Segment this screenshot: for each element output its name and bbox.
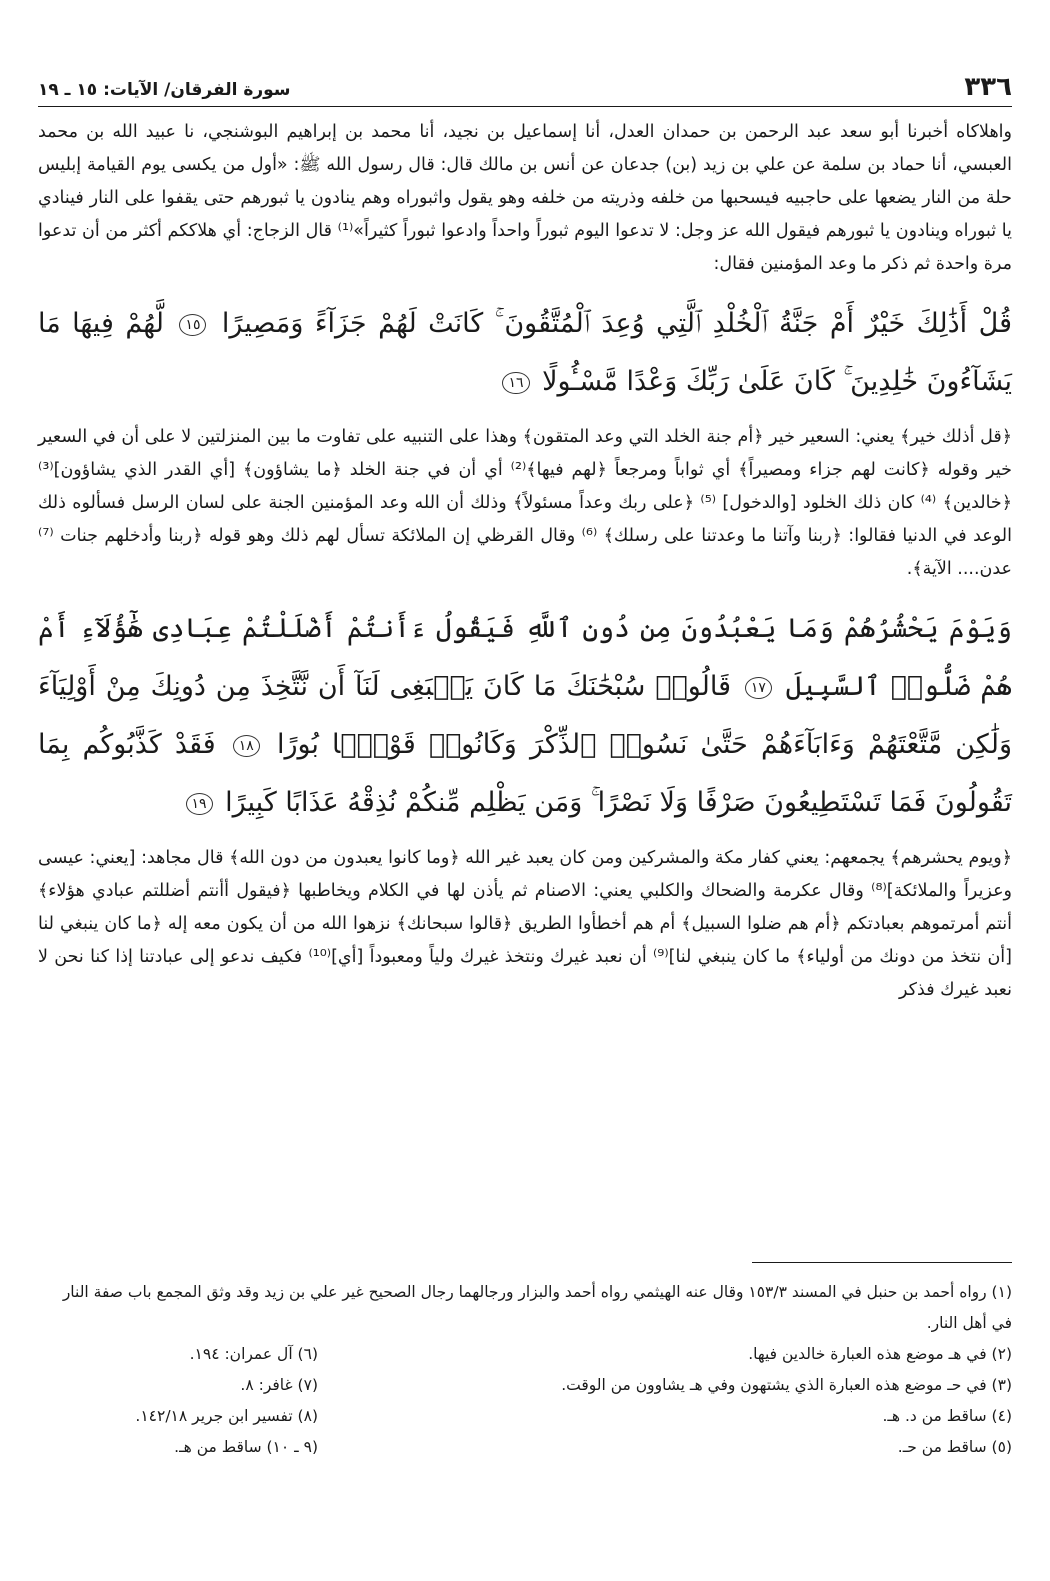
- footnote-6: (٦) آل عمران: ١٩٤.: [189, 1345, 318, 1363]
- quran-verse-17: وَيَوْمَ يَحْشُرُهُمْ وَمَا يَعْبُدُونَ مِن دُونِ ٱللَّهِ فَيَقُولُ ءَأَنتُمْ أَضْلَلْتُمْ عِبَادِى هَٰٓؤُلَآءِ أَمْ هُمْ ضَلُّوا۟ ٱلسَّبِيلَ: [38, 613, 1012, 702]
- ayah-marker-16: ١٦: [502, 372, 529, 394]
- quran-block-2: [38, 600, 1012, 832]
- paragraph-3: ﴿ويوم يحشرهم﴾ يجمعهم: يعني كفار مكة والمشركين ومن كان يعبد غير الله ﴿وما كانوا يعبدون من دون الله﴾ قال مجاهد: [يعني: عيسى وعزيراً والملائكة]⁽⁸⁾ وقال عكرمة والضحاك والكلبي يعني: الاصنام ثم يأذن لها في الكلام ويخاطبها ﴿فيقول أأنتم أضللتم عبادي هؤلاء﴾ أنتم أمرتموهم بعبادتكم ﴿أم هم ضلوا السبيل﴾ أم هم أخطأوا الطريق ﴿قالوا سبحانك﴾ نزهوا الله من أن يكون معه إله ﴿ما كان ينبغي لنا [أن نتخذ من دونك من أولياء﴾ ما كان ينبغي لنا]⁽⁹⁾ أن نعبد غيرك ونتخذ غيرك ولياً ومعبوداً [أي]⁽¹⁰⁾ فكيف ندعو إلى عبادتنا إذا كنا نحن لا نعبد غيرك فذكر: [38, 848, 1012, 1000]
- quran-verse-15: قُلْ أَذَٰلِكَ خَيْرٌ أَمْ جَنَّةُ ٱلْخُلْدِ ٱلَّتِي وُعِدَ ٱلْمُتَّقُونَ ۚ كَانَتْ لَهُمْ جَزَآءً وَمَصِيرًا: [221, 308, 1012, 339]
- footnote-2: (٢) في هـ موضع هذه العبارة خالدين فيها.: [748, 1345, 1012, 1363]
- footnote-4: (٤) ساقط من د. هـ.: [882, 1407, 1012, 1425]
- footnote-9-10: (٩ ـ ١٠) ساقط من هـ.: [174, 1438, 318, 1456]
- quran-verse-19: فَقَدْ كَذَّبُوكُم بِمَا تَقُولُونَ فَمَا تَسْتَطِيعُونَ صَرْفًا وَلَا نَصْرًا ۚ وَمَن يَظْلِم مِّنكُمْ نُذِقْهُ عَذَابًا كَبِيرًا: [38, 729, 1012, 818]
- footnote-8: (٨) تفسير ابن جرير ١٤٢/١٨.: [135, 1407, 318, 1425]
- footnotes: [38, 1262, 1012, 1463]
- main-text: [38, 116, 1012, 1007]
- page-header: [38, 66, 1012, 107]
- footnote-5: (٥) ساقط من حـ.: [897, 1438, 1012, 1456]
- ayah-marker-18: ١٨: [233, 735, 260, 757]
- ayah-marker-17: ١٧: [745, 677, 772, 699]
- footnote-7: (٧) غافر: ٨.: [240, 1376, 318, 1394]
- ayah-marker-19: ١٩: [186, 793, 213, 815]
- quran-verse-18: قَالُوا۟ سُبْحَٰنَكَ مَا كَانَ يَنۢبَغِى لَنَآ أَن نَّتَّخِذَ مِن دُونِكَ مِنْ أَوْلِيَآءَ وَلَٰكِن مَّتَّعْتَهُمْ وَءَابَآءَهُمْ حَتَّىٰ نَسُوا۟ ٱلذِّكْرَ وَكَانُوا۟ قَوْمًۢا بُورًا: [38, 671, 1012, 760]
- paragraph-2: ﴿قل أذلك خير﴾ يعني: السعير خير ﴿أم جنة الخلد التي وعد المتقون﴾ وهذا على التنبيه على تفاوت ما بين المنزلتين لا على أن في السعير خير وقوله ﴿كانت لهم جزاء ومصيراً﴾ أي ثواباً ومرجعاً ﴿لهم فيها﴾⁽²⁾ أي أن في جنة الخلد ﴿ما يشاؤون﴾ [أي القدر الذي يشاؤون]⁽³⁾ ﴿خالدين﴾ ⁽⁴⁾ كان ذلك الخلود [والدخول] ⁽⁵⁾ ﴿على ربك وعداً مسئولاً﴾ وذلك أن الله وعد المؤمنين الجنة على لسان الرسل فسألوه ذلك الوعد في الدنيا فقالوا: ﴿ربنا وآتنا ما وعدتنا على رسلك﴾ ⁽⁶⁾ وقال القرظي إن الملائكة تسأل لهم ذلك وهو قوله ﴿ربنا وأدخلهم جنات ⁽⁷⁾ عدن.... الآية﴾.: [38, 427, 1012, 579]
- quran-block-1: [38, 295, 1012, 411]
- footnote-divider: [752, 1262, 1012, 1263]
- paragraph-1: واهلاكاه أخبرنا أبو سعد عبد الرحمن بن حمدان العدل، أنا إسماعيل بن نجيد، أنا محمد بن إبراهيم البوشنجي، نا عبيد الله بن محمد العبسي، أنا حماد بن سلمة عن علي بن زيد (بن) جدعان عن أنس بن مالك قال: قال رسول الله ﷺ: «أول من يكسى يوم القيامة إبليس حلة من النار يضعها على حاجبيه فيسحبها من خلفه وذريته من خلفه وهو يقول واثبوراه وهم ينادون يا ثبورهم حتى يقفوا على النار فينادي يا ثبوراه وينادون يا ثبورهم فيقول الله عز وجل: لا تدعوا اليوم ثبوراً واحداً وادعوا ثبوراً كثيراً»⁽¹⁾ قال الزجاج: أي هلاككم أكثر من أن تدعوا مرة واحدة ثم ذكر ما وعد المؤمنين فقال:: [38, 122, 1012, 274]
- footnote-3: (٣) في حـ موضع هذه العبارة الذي يشتهون وفي هـ يشاوون من الوقت.: [561, 1376, 1012, 1394]
- quran-verse-16: لَّهُمْ فِيهَا مَا يَشَآءُونَ خَٰلِدِينَ ۚ كَانَ عَلَىٰ رَبِّكَ وَعْدًا مَّسْـُٔولًا: [38, 308, 1012, 397]
- footnote-1: (١) رواه أحمد بن حنبل في المسند ١٥٣/٣ وقال عنه الهيثمي رواه أحمد والبزار ورجالهما رجال الصحيح غير علي بن زيد وقد وثق المجمع باب صفة النار في أهل النار.: [62, 1283, 1012, 1332]
- ayah-marker-15: ١٥: [179, 314, 206, 336]
- page-number: ٣٣٦: [964, 72, 1012, 102]
- running-head: سورة الفرقان/ الآيات: ١٥ ـ ١٩: [38, 80, 291, 100]
